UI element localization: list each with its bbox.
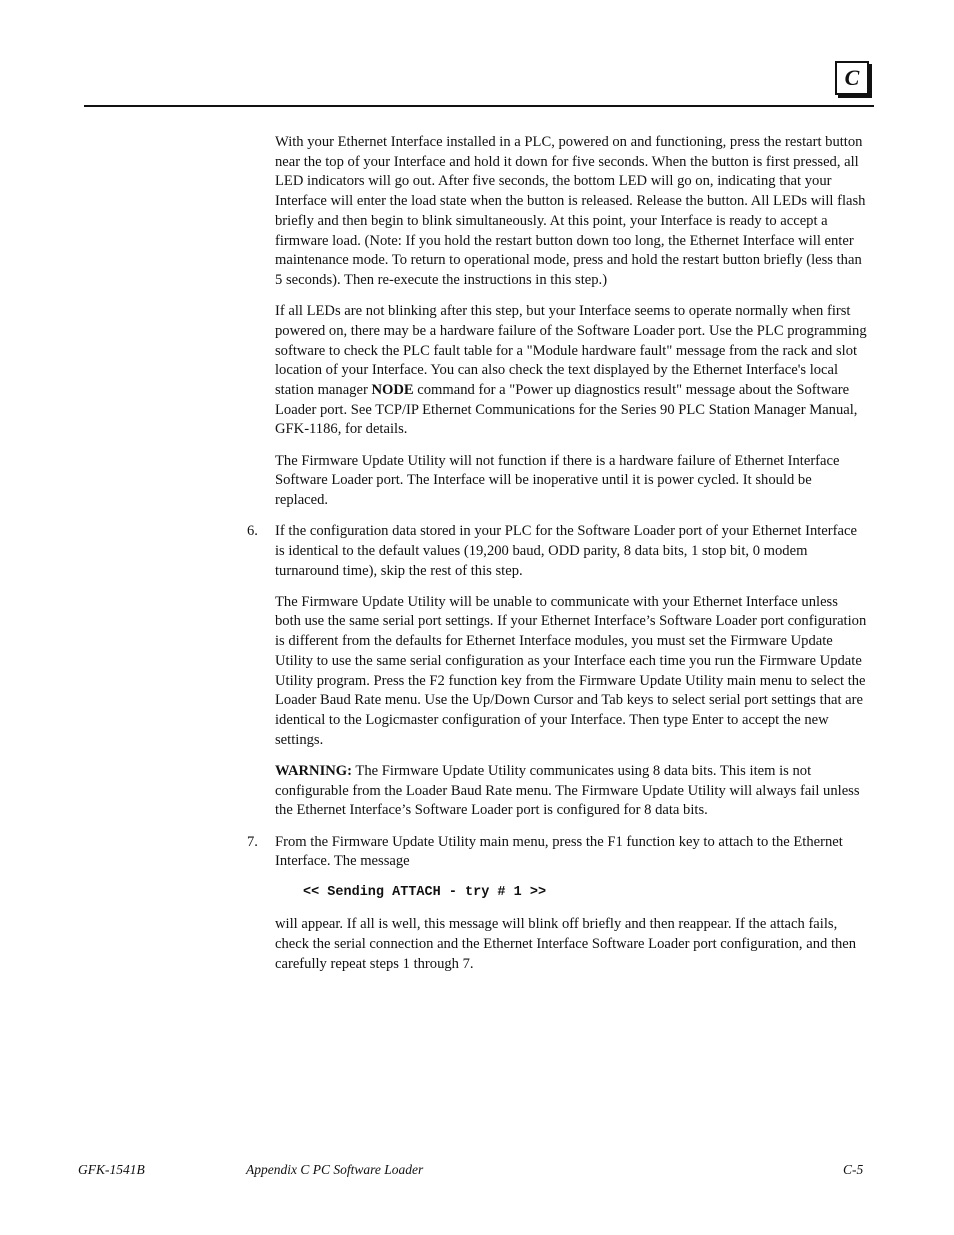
p2-text-b: command for a "Power up diagnostics result" message about the Software Loader port. See TCP/IP Ethernet Communications for the Series 90 PLC Station Manager Manual, GFK-1186, for details. bbox=[275, 381, 858, 438]
warning-label: WARNING: bbox=[275, 762, 353, 779]
step-7-text: From the Firmware Update Utility main menu, press the F1 function key to attach to the Ethernet Interface. The message bbox=[275, 833, 843, 870]
p2-text-a: If all LEDs are not blinking after this step, but your Interface seems to operate normally when first powered on, there may be a hardware failure of the Software Loader port. Use the PLC programming software to check the PLC fault table for a "Module hardware fault" message from the rack and slot location of your Interface. You can also check the text displayed by the Ethernet Interface's local station manager bbox=[275, 303, 867, 398]
node-command: NODE bbox=[371, 381, 414, 398]
step-6-text: If the configuration data stored in your PLC for the Software Loader port of your Ethernet Interface is identical to the default values (19,200 baud, ODD parity, 8 data bits, 1 stop bit, 0 modem turnaround time), skip the rest of this step. bbox=[275, 523, 857, 579]
attach-message-code: << Sending ATTACH - try # 1 >> bbox=[303, 885, 547, 901]
footer-section: Appendix C PC Software Loader bbox=[246, 1162, 424, 1177]
paragraph-restart: With your Ethernet Interface installed in a PLC, powered on and functioning, press the restart button near the top of your Interface and hold it down for five seconds. When the button is first pressed, all LED indicators will go out. After five seconds, the bottom LED will go on, indicating that your Interface will enter the load state when the button is released. Release the button. All LEDs will flash briefly and then begin to blink simultaneously. At this point, your Interface is ready to accept a firmware load. (Note: If you hold the restart button down too long, the Ethernet Interface will enter maintenance mode. To return to operational mode, press and hold the restart button briefly (less than 5 seconds). Then re-execute the instructions in this step.) bbox=[275, 134, 866, 288]
paragraph-hardware-failure bbox=[275, 302, 867, 440]
step-6 bbox=[247, 522, 867, 581]
header-rule bbox=[84, 105, 874, 107]
paragraph-not-function: The Firmware Update Utility will not function if there is a hardware failure of Ethernet Interface Software Loader port. The Interface will be inoperative until it is power cycled. It should be replaced. bbox=[275, 452, 840, 508]
footer-page-number: C-5 bbox=[843, 1162, 864, 1177]
page-body bbox=[247, 133, 867, 986]
footer-doc-id: GFK-1541B bbox=[78, 1162, 145, 1177]
step-7-number: 7. bbox=[247, 833, 258, 850]
paragraph-attach-result: will appear. If all is well, this message will blink off briefly and then reappear. If the attach fails, check the serial connection and the Ethernet Interface Software Loader port configuration, and then carefully repeat steps 1 through 7. bbox=[275, 916, 857, 972]
warning-paragraph bbox=[275, 762, 867, 821]
warning-text: The Firmware Update Utility communicates using 8 data bits. This item is not configurable from the Loader Baud Rate menu. The Firmware Update Utility will always fail unless the Ethernet Interface’s Software Loader port is configured for 8 data bits. bbox=[275, 762, 860, 819]
appendix-letter: C bbox=[844, 65, 860, 90]
paragraph-serial-settings: The Firmware Update Utility will be unable to communicate with your Ethernet Interface unless both use the same serial port settings. If your Ethernet Interface’s Software Loader port configuration is different from the defaults for Ethernet Interface modules, you must set the Firmware Update Utility to use the same serial configuration as your Interface each time you run the Firmware Update Utility program. Press the F2 function key from the Firmware Update Utility main menu to select the Loader Baud Rate menu. Use the Up/Down Cursor and Tab keys to select serial port settings that are identical to the Logicmaster configuration of your Interface. Then type Enter to accept the new settings. bbox=[275, 593, 867, 748]
step-7 bbox=[247, 833, 867, 872]
step-6-number: 6. bbox=[247, 523, 258, 540]
appendix-tab bbox=[835, 61, 869, 95]
